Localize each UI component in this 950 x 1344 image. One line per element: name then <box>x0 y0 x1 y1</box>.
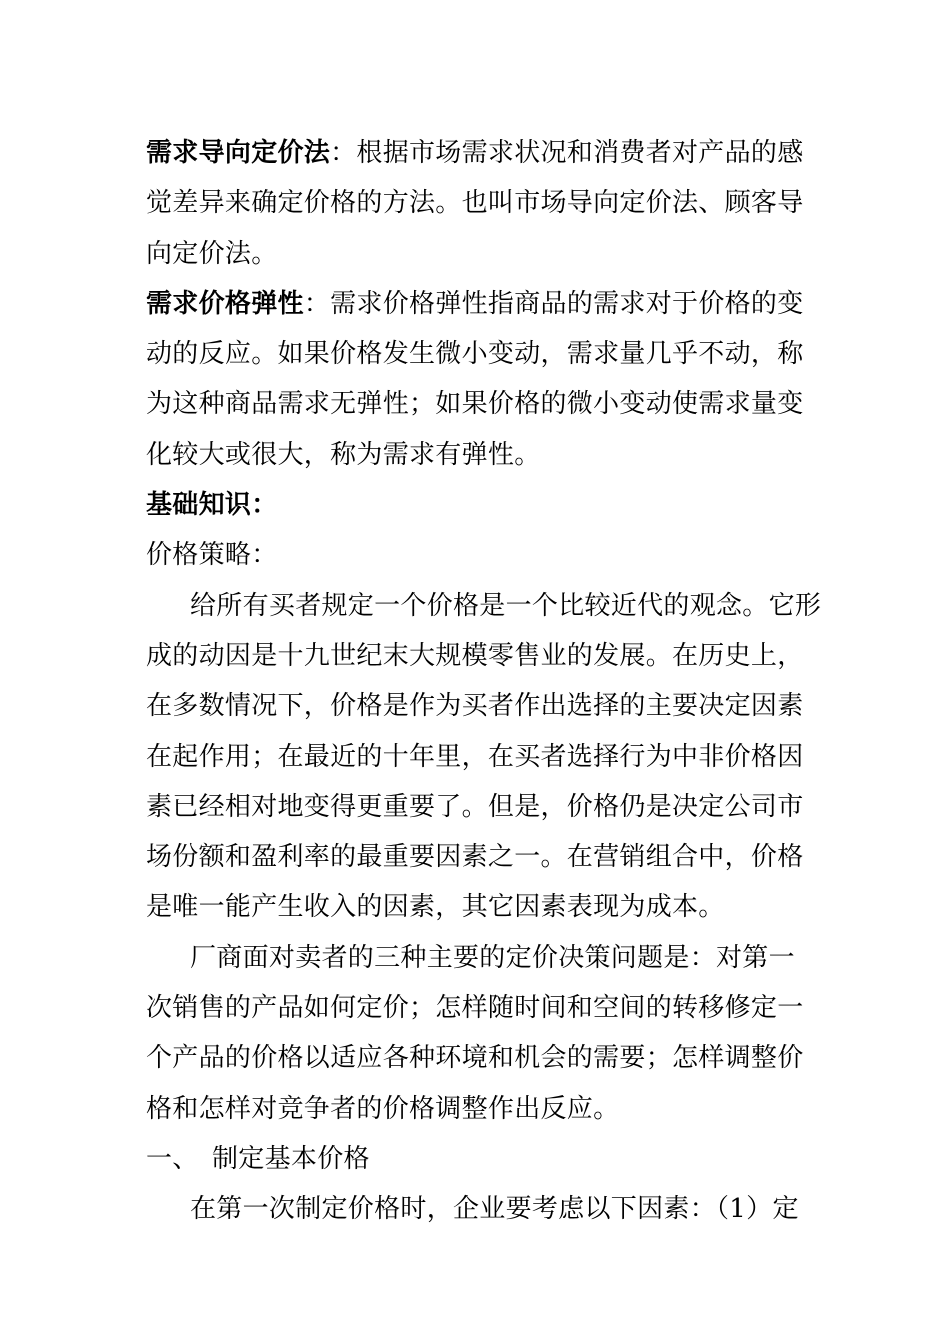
paragraph-line: 次销售的产品如何定价；怎样随时间和空间的转移修定一 <box>146 993 804 1024</box>
paragraph-line: 在多数情况下，价格是作为买者作出选择的主要决定因素 <box>146 691 804 722</box>
definition-line: 觉差异来确定价格的方法。也叫市场导向定价法、顾客导 <box>146 188 804 219</box>
paragraph-line: 在起作用；在最近的十年里，在买者选择行为中非价格因 <box>146 741 804 772</box>
heading-text: 制定基本价格 <box>212 1143 370 1174</box>
definition-term: 需求价格弹性 <box>146 288 304 319</box>
paragraph-line: 个产品的价格以适应各种环境和机会的需要；怎样调整价 <box>146 1043 804 1074</box>
definition-text: ：需求价格弹性指商品的需求对于价格的变 <box>303 288 804 319</box>
paragraph-line: 素已经相对地变得更重要了。但是，价格仍是决定公司市 <box>146 791 804 822</box>
definition-line <box>146 279 808 329</box>
paragraph-line: 给所有买者规定一个价格是一个比较近代的观念。它形 <box>190 590 822 621</box>
subsection-title: 价格策略： <box>146 540 278 571</box>
definition-text: ：根据市场需求状况和消费者对产品的感 <box>330 138 804 168</box>
definition-line: 为这种商品需求无弹性；如果价格的微小变动使需求量变 <box>146 389 804 420</box>
definition-line: 动的反应。如果价格发生微小变动，需求量几乎不动，称 <box>146 339 804 370</box>
definition-term: 需求导向定价法 <box>146 138 331 168</box>
section-title: 基础知识： <box>146 490 278 521</box>
paragraph-line: 是唯一能产生收入的因素，其它因素表现为成本。 <box>146 892 725 923</box>
paragraph-line: 成的动因是十九世纪末大规模零售业的发展。在历史上， <box>146 640 804 671</box>
paragraph-line: 在第一次制定价格时，企业要考虑以下因素：（1）定 <box>190 1194 799 1225</box>
definition-line: 向定价法。 <box>146 238 278 269</box>
heading-number: 一、 <box>146 1143 199 1174</box>
definition-line <box>146 128 808 178</box>
paragraph-line: 格和怎样对竞争者的价格调整作出反应。 <box>146 1093 620 1124</box>
document-page <box>146 128 822 1235</box>
paragraph-line: 场份额和盈利率的最重要因素之一。在营销组合中，价格 <box>146 842 804 873</box>
definition-line: 化较大或很大，称为需求有弹性。 <box>146 439 541 470</box>
paragraph-line: 厂商面对卖者的三种主要的定价决策问题是：对第一 <box>190 942 795 973</box>
numbered-heading <box>146 1134 808 1184</box>
